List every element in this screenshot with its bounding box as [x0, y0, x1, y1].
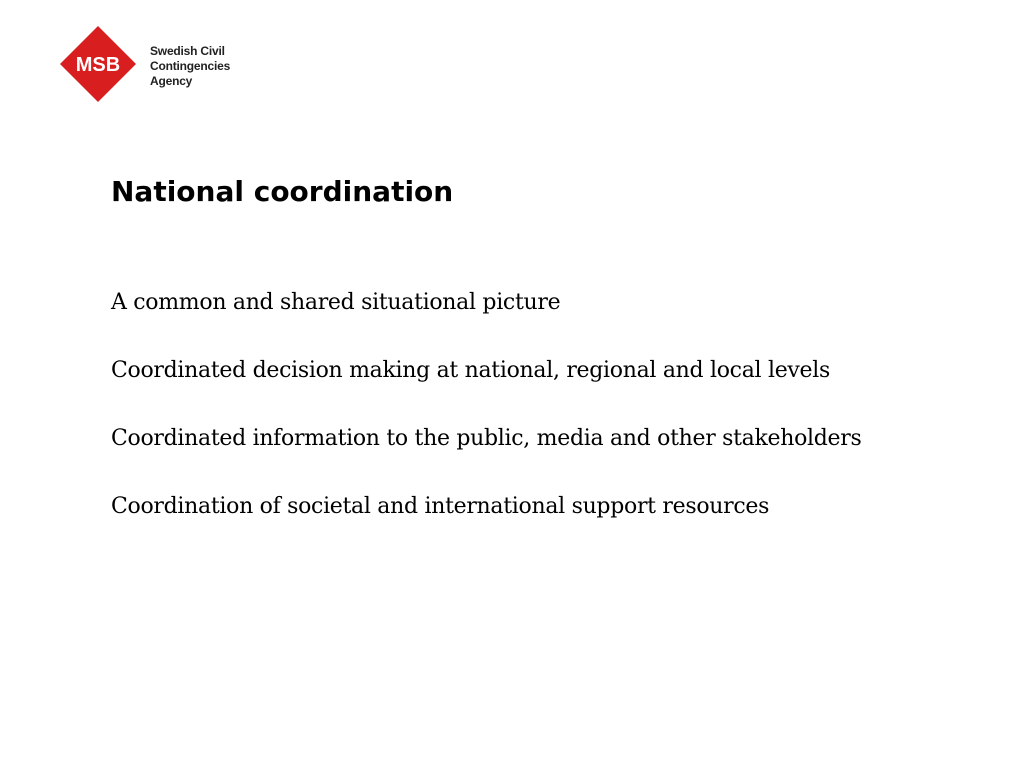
msb-logo-mark-icon [58, 24, 138, 104]
agency-name-line-2: Contingencies [150, 59, 231, 73]
bullet-item: Coordination of societal and international support resources [111, 494, 770, 519]
bullet-item: Coordinated decision making at national, regional and local levels [111, 358, 830, 383]
agency-name-line-3: Agency [150, 74, 193, 88]
bullet-item: Coordinated information to the public, media and other stakeholders [111, 426, 862, 451]
slide-title: National coordination [111, 175, 454, 208]
msb-logo [58, 24, 238, 114]
bullet-list [111, 286, 971, 558]
agency-name [150, 44, 230, 89]
agency-name-line-1: Swedish Civil [150, 44, 225, 58]
bullet-item: A common and shared situational picture [111, 290, 561, 315]
msb-logo-mark-text: MSB [75, 54, 121, 76]
